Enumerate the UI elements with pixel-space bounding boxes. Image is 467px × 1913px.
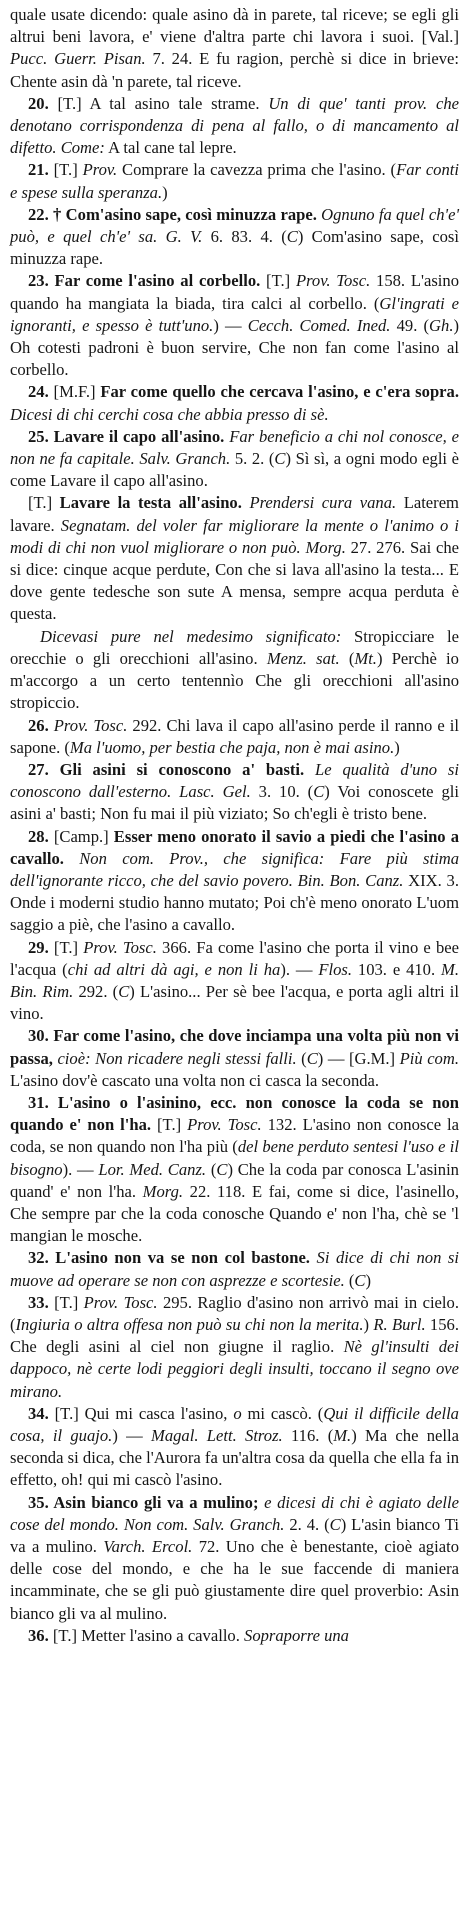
dictionary-entry bbox=[10, 1292, 459, 1403]
entry-gloss: Prov. Tosc. bbox=[295, 271, 371, 291]
entry-gloss: R. Burl. bbox=[373, 1314, 426, 1334]
entry-gloss: Non com. Prov., che significa: Fare più stima dell'ignorante ricco, che del savio povero. Bin. Bon. Canz. bbox=[10, 848, 459, 890]
entry-text bbox=[64, 849, 79, 868]
entry-text: [T.] bbox=[48, 160, 83, 180]
entry-text: ( bbox=[339, 648, 355, 668]
entry-headword: Far come quello che cercava l'asino, e c'era sopra. bbox=[100, 382, 459, 402]
entry-headword: 34. bbox=[28, 1403, 49, 1423]
entry-headword: L'asino non va se non col bastone. bbox=[48, 1248, 310, 1268]
entry-gloss: C bbox=[274, 449, 286, 469]
entry-headword: L'asino o l'asinino, ecc. non conosce la coda se non quando e' non l'ha. bbox=[10, 1092, 459, 1135]
dictionary-entry bbox=[10, 1247, 459, 1291]
entry-gloss: Pucc. Guerr. Pisan. bbox=[10, 49, 146, 69]
entry-gloss: Magal. Lett. Stroz. bbox=[151, 1426, 283, 1445]
entry-headword: † Com'asino sape, così minuzza rape. bbox=[48, 204, 317, 224]
entry-text: 132. L'asino non conosce la coda, se non quando non l'ha più ( bbox=[10, 1115, 460, 1157]
entry-gloss: C bbox=[216, 1159, 228, 1179]
entry-headword: 28. bbox=[28, 826, 49, 846]
dictionary-entry bbox=[10, 270, 459, 381]
entry-text: ) L'asino... Per sè bee l'acqua, e porta agli altri il vino. bbox=[10, 981, 459, 1024]
entry-gloss: Prov. bbox=[82, 160, 118, 180]
entry-gloss: Più com. bbox=[399, 1048, 459, 1068]
entry-gloss: Gh. bbox=[429, 315, 454, 335]
entry-gloss: C bbox=[118, 981, 130, 1001]
dictionary-entry bbox=[10, 715, 459, 759]
dictionary-entry bbox=[10, 204, 459, 271]
entry-headword: 36. bbox=[28, 1625, 49, 1645]
entry-gloss: Prov. Tosc. bbox=[83, 937, 157, 957]
entry-text: 22. 118. E fai, come si dice, l'asinello, Che sempre par che la coda conosche Quando e' non l'ha, chè se 'l mangian le mosche. bbox=[10, 1181, 459, 1246]
entry-gloss: M. Bin. Rim. bbox=[10, 959, 459, 1001]
entry-text: [T.] bbox=[48, 1292, 84, 1312]
entry-text: 2. 4. ( bbox=[284, 1514, 330, 1534]
entry-gloss: Ognuno fa quel ch'e' può, e quel ch'e' sa. G. V. bbox=[10, 204, 459, 247]
entry-text: A tal cane tal lepre. bbox=[104, 138, 237, 158]
entry-headword: Esser meno onorato il savio a piedi che l'asino a cavallo. bbox=[10, 826, 460, 868]
entry-gloss: Qui il difficile della cosa, il guajo. bbox=[10, 1403, 459, 1445]
entry-gloss: Le qualità d'uno si conoscono dall'esterno. Lasc. Gel. bbox=[10, 759, 459, 802]
entry-text: ) Com'asino sape, così minuzza rape. bbox=[10, 227, 459, 269]
entry-text: [T.] Qui mi casca l'asino, bbox=[48, 1403, 234, 1423]
entry-text: [M.F.] bbox=[48, 382, 101, 402]
entry-headword: 25. bbox=[28, 426, 49, 446]
entry-gloss: Si dice di chi non si muove ad operare se non con asprezze e scortesie. bbox=[10, 1248, 459, 1290]
entry-text: ( bbox=[206, 1159, 217, 1179]
entry-text: [T.] bbox=[260, 271, 296, 291]
entry-headword: Gli asini si conoscono a' basti. bbox=[48, 759, 305, 779]
entry-headword: Lavare il capo all'asino. bbox=[48, 426, 225, 446]
dictionary-entry bbox=[10, 1403, 459, 1492]
entry-text: ) bbox=[162, 182, 168, 202]
entry-gloss: Far conti e spese sulla speranza. bbox=[10, 160, 459, 202]
entry-gloss: Far beneficio a chi nol conosce, e non ne fa capitale. Salv. Granch. bbox=[10, 426, 459, 469]
entry-text: [T.] A tal asino tale strame. bbox=[48, 93, 269, 113]
dictionary-entry bbox=[10, 937, 459, 1026]
entry-gloss: C bbox=[313, 782, 325, 802]
entry-gloss: Nè gl'insulti dei dappoco, nè certe lodi peggiori degli insulti, toccano il segno ove mirano. bbox=[10, 1337, 459, 1401]
entry-headword: 24. bbox=[28, 382, 49, 402]
entry-headword: 20. bbox=[28, 93, 49, 113]
entry-text: 49. ( bbox=[390, 315, 430, 335]
dictionary-entry bbox=[10, 1625, 459, 1647]
entry-gloss: del bene perduto sentesi l'uso e il bisogno bbox=[10, 1137, 459, 1179]
entry-text: ) bbox=[363, 1314, 374, 1334]
entry-text: 292. ( bbox=[73, 981, 119, 1001]
entry-headword: 21. bbox=[28, 160, 49, 180]
entry-text: ) Perchè io m'accorgo a un certo tentennìo Che gli orecchioni all'asino stropiccio. bbox=[10, 648, 459, 713]
entry-text: ) — bbox=[213, 315, 248, 335]
entry-text: [T.] bbox=[151, 1115, 188, 1135]
entry-text: 3. 10. ( bbox=[250, 782, 314, 802]
entry-text: ) Sì sì, a ogni modo egli è come Lavare il capo all'asino. bbox=[10, 449, 459, 491]
entry-headword: 32. bbox=[28, 1248, 49, 1268]
entry-gloss: Ma l'uomo, per bestia che paja, non è mai asino. bbox=[69, 737, 395, 757]
entry-text: ( bbox=[344, 1270, 355, 1290]
entry-text: ) Voi conoscete gli asini a' basti; Non fu mai il più viziato; So ch'egli è tristo bene. bbox=[10, 782, 459, 824]
entry-headword: Far come l'asino, che dove inciampa una volta più non vi passa, bbox=[10, 1026, 459, 1068]
entry-text: 295. Raglio d'asino non arrivò mai in cielo. ( bbox=[10, 1292, 459, 1334]
entry-text: 6. 83. 4. ( bbox=[202, 227, 287, 247]
entry-subparagraph bbox=[10, 626, 459, 715]
entry-gloss: Varch. Ercol. bbox=[103, 1537, 193, 1557]
entry-headword: 35. bbox=[28, 1492, 49, 1512]
entry-text: ) Ma che nella seconda si dica, che l'Aurora fa un'altra cosa da quella che ella fa in effetto, oh! qui mi cascò l'asino. bbox=[10, 1426, 459, 1490]
entry-text: 366. Fa come l'asino che porta il vino e bee l'acqua ( bbox=[10, 937, 459, 979]
dictionary-entry bbox=[10, 826, 459, 937]
entry-gloss: Lor. Med. Canz. bbox=[98, 1159, 207, 1179]
entry-gloss: Prov. Tosc. bbox=[187, 1115, 262, 1135]
entry-gloss: Un di que' tanti prov. che denotano corrispondenza di pena al fallo, o di mancamento al difetto. Come: bbox=[10, 93, 459, 158]
entry-text: 116. ( bbox=[282, 1426, 334, 1445]
entry-text: ) — [G.M.] bbox=[317, 1048, 400, 1068]
entry-text: L'asino dov'è cascato una volta non ci casca la seconda. bbox=[10, 1070, 380, 1090]
dictionary-entry bbox=[10, 1492, 459, 1625]
entry-gloss: e dicesi di chi è agiato delle cose del mondo. Non com. Salv. Granch. bbox=[10, 1492, 459, 1534]
entry-text: Stropicciare le orecchie o gli orecchioni all'asino. bbox=[10, 626, 459, 668]
entry-gloss: C bbox=[354, 1270, 366, 1290]
entry-gloss: Dicesi di chi cerchi cosa che abbia presso di sè. bbox=[10, 404, 329, 424]
entry-headword: Asin bianco gli va a mulino; bbox=[48, 1492, 259, 1512]
entry-text: 5. 2. ( bbox=[230, 449, 275, 469]
entry-text: ) bbox=[365, 1270, 372, 1290]
entry-text: ). — bbox=[280, 959, 319, 979]
entry-text: ( bbox=[296, 1048, 307, 1068]
entry-text: [T.] bbox=[28, 493, 60, 513]
entry-text: ) Che la coda par conosca L'asinin quand' e' non l'ha. bbox=[10, 1159, 459, 1201]
entry-headword: 30. bbox=[28, 1026, 49, 1046]
entry-text bbox=[304, 760, 315, 779]
entry-gloss: cioè: Non ricadere negli stessi falli. bbox=[57, 1048, 297, 1068]
entry-gloss: Menz. sat. bbox=[266, 648, 340, 668]
dictionary-entry bbox=[10, 1092, 459, 1247]
entry-gloss: Prov. Tosc. bbox=[53, 715, 128, 735]
entry-gloss: Dicevasi pure nel medesimo significato: bbox=[40, 626, 342, 646]
entry-text: 158. L'asino quando ha mangiata la biada, tira calci al corbello. ( bbox=[10, 271, 459, 313]
entry-gloss: C bbox=[306, 1048, 318, 1068]
dictionary-entry bbox=[10, 159, 459, 203]
entry-headword: 26. bbox=[28, 715, 49, 735]
entry-headword: 23. bbox=[28, 271, 49, 291]
dictionary-entry bbox=[10, 381, 459, 425]
entry-text: 103. e 410. bbox=[352, 959, 442, 979]
entry-gloss: Cecch. Comed. Ined. bbox=[247, 315, 391, 335]
entry-text: [T.] bbox=[48, 937, 84, 957]
entry-text: [Camp.] bbox=[48, 826, 114, 846]
entry-gloss: C bbox=[329, 1514, 341, 1534]
entry-gloss: chi ad altri dà agi, e non li ha bbox=[67, 959, 281, 979]
dictionary-entry bbox=[10, 426, 459, 493]
entry-continuation bbox=[10, 4, 459, 93]
entry-headword: 31. bbox=[28, 1092, 49, 1112]
entry-text: 292. Chi lava il capo all'asino perde il ranno e il sapone. ( bbox=[10, 715, 460, 757]
entry-text: 7. 24. E fu ragion, perchè si dice in brieve: Chente asin dà 'n parete, tal riceve. bbox=[10, 49, 459, 91]
entry-gloss: Sopraporre una bbox=[244, 1625, 349, 1645]
entry-headword: 29. bbox=[28, 937, 49, 957]
dictionary-entry bbox=[10, 759, 459, 826]
entry-headword: 33. bbox=[28, 1292, 49, 1312]
entry-gloss: Segnatam. del voler far migliorare la mente o l'animo o i modi di chi non vuol migliorare o non può. Morg. bbox=[10, 515, 459, 557]
dictionary-entry bbox=[10, 1025, 459, 1092]
entry-text: [T.] Metter l'asino a cavallo. bbox=[48, 1625, 245, 1645]
entry-text: ) bbox=[394, 737, 400, 757]
entry-headword: 22. bbox=[28, 204, 49, 224]
entry-gloss: Morg. bbox=[142, 1181, 184, 1201]
entry-gloss: Ingiuria o altra offesa non può su chi non la merita. bbox=[15, 1314, 364, 1334]
entry-text: 72. Uno che è benestante, cioè agiato delle cose del mondo, e che ha le sue faccende di maniera incamminate, che se gli può giustamente dire quel proverbio: Asin bianco gli va al mulino. bbox=[10, 1537, 459, 1623]
dictionary-entry bbox=[10, 492, 459, 625]
entry-text: ) Oh cotesti padroni è buon servire, Che non fan come l'asino al corbello. bbox=[10, 315, 460, 380]
entry-text: mi cascò. ( bbox=[241, 1403, 324, 1423]
entry-gloss: C bbox=[286, 227, 298, 247]
entry-gloss: Prov. Tosc. bbox=[83, 1292, 158, 1312]
entry-gloss: Gl'ingrati e ignoranti, e spesso è tutt'uno. bbox=[10, 293, 459, 335]
dictionary-entry bbox=[10, 93, 459, 160]
entry-text: 156. Che degli asini al ciel non giugne il raglio. bbox=[10, 1314, 459, 1357]
entry-text: ). — bbox=[62, 1159, 99, 1179]
entry-text: ) — bbox=[112, 1426, 152, 1445]
entry-gloss: M. bbox=[333, 1426, 352, 1445]
entry-headword: Lavare la testa all'asino. bbox=[59, 493, 242, 513]
entry-gloss: o bbox=[233, 1403, 242, 1423]
entry-gloss: Mt. bbox=[354, 648, 377, 668]
entry-text: Comprare la cavezza prima che l'asino. ( bbox=[117, 160, 397, 180]
entry-gloss: Flos. bbox=[318, 959, 353, 979]
entry-text: Laterem lavare. bbox=[10, 493, 459, 535]
entry-text: XIX. 3. Onde i moderni studio hanno mutato; Poi ch'è meno onorato L'uom saggio a piè, che l'asino a cavallo. bbox=[10, 870, 459, 935]
entry-headword: 27. bbox=[28, 759, 49, 779]
entry-text: ) L'asin bianco Ti va a mulino. bbox=[10, 1514, 459, 1557]
entry-headword: Far come l'asino al corbello. bbox=[48, 271, 261, 291]
entry-gloss: Prendersi cura vana. bbox=[249, 493, 397, 513]
entry-text: quale usate dicendo: quale asino dà in parete, tal riceve; se egli gli altrui beni lavora, e' viene d'altra parte chi lavora i suoi. [Val.] bbox=[10, 5, 459, 47]
entry-text: 27. 276. Sai che si dice: cinque acque perdute, Con che si lava all'asino la testa... E dove gente tedesche son sute A mensa, sempre acqua perduta è questa. bbox=[10, 537, 459, 624]
